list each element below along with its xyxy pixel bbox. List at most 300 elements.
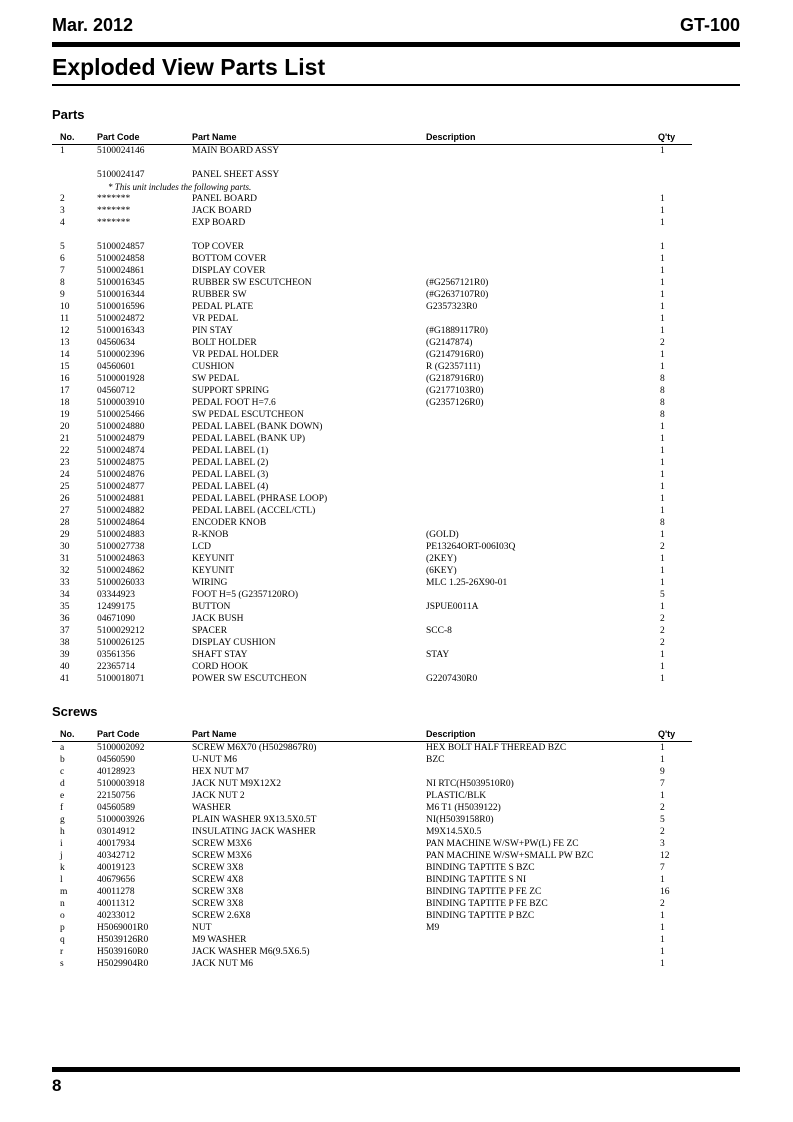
- cell-qty: 1: [660, 362, 665, 372]
- cell-part-name: SW PEDAL: [192, 374, 240, 384]
- cell-part-code: 5100024146: [97, 146, 145, 156]
- table-row: [52, 457, 692, 469]
- cell-qty: 1: [660, 218, 665, 228]
- table-row: [52, 493, 692, 505]
- table-row: [52, 934, 692, 946]
- parts-table: [52, 132, 692, 685]
- cell-part-name: JACK WASHER M6(9.5X6.5): [192, 947, 310, 957]
- table-row: [52, 766, 692, 778]
- cell-no: a: [60, 743, 65, 753]
- cell-no: 38: [60, 638, 70, 648]
- cell-description: (G2147874): [426, 338, 473, 348]
- cell-part-code: 5100025466: [97, 410, 145, 420]
- cell-part-code: *******: [97, 194, 131, 204]
- cell-no: 4: [60, 218, 65, 228]
- table-row: [52, 778, 692, 790]
- cell-part-name: VR PEDAL: [192, 314, 239, 324]
- header-rule: [52, 42, 740, 47]
- cell-part-name: PEDAL LABEL (2): [192, 458, 269, 468]
- cell-no: 33: [60, 578, 70, 588]
- cell-qty: 1: [660, 650, 665, 660]
- table-row: [52, 409, 692, 421]
- cell-qty: 1: [660, 302, 665, 312]
- cell-description: G2207430R0: [426, 674, 478, 684]
- col-no: No.: [60, 729, 75, 739]
- cell-description: (2KEY): [426, 554, 457, 564]
- cell-part-name: PLAIN WASHER 9X13.5X0.5T: [192, 815, 317, 825]
- cell-qty: 1: [660, 935, 665, 945]
- col-desc: Description: [426, 132, 476, 142]
- cell-qty: 1: [660, 959, 665, 969]
- cell-part-name: PEDAL LABEL (PHRASE LOOP): [192, 494, 328, 504]
- cell-no: f: [60, 803, 64, 813]
- cell-no: s: [60, 959, 64, 969]
- table-row: [52, 289, 692, 301]
- cell-part-code: 5100026125: [97, 638, 145, 648]
- cell-description: BZC: [426, 755, 445, 765]
- table-row: [52, 577, 692, 589]
- table-row: [52, 421, 692, 433]
- cell-no: 11: [60, 314, 70, 324]
- cell-part-code: 5100024880: [97, 422, 145, 432]
- cell-qty: 1: [660, 206, 665, 216]
- table-row: [52, 601, 692, 613]
- cell-qty: 1: [660, 350, 665, 360]
- cell-qty: 1: [660, 470, 665, 480]
- cell-qty: 1: [660, 578, 665, 588]
- cell-qty: 1: [660, 278, 665, 288]
- cell-no: o: [60, 911, 65, 921]
- cell-part-code: 5100018071: [97, 674, 145, 684]
- cell-no: l: [60, 875, 63, 885]
- cell-description: (#G2637107R0): [426, 290, 489, 300]
- cell-part-name: PEDAL LABEL (BANK UP): [192, 434, 306, 444]
- cell-description: NI(H5039158R0): [426, 815, 494, 825]
- parts-section-title: Parts: [52, 107, 85, 122]
- cell-no: 9: [60, 290, 65, 300]
- cell-description: PE13264ORT-006I03Q: [426, 542, 516, 552]
- cell-part-code: 5100027738: [97, 542, 145, 552]
- cell-part-name: M9 WASHER: [192, 935, 247, 945]
- cell-part-code: 5100003926: [97, 815, 145, 825]
- cell-part-code: 04560634: [97, 338, 135, 348]
- cell-no: 25: [60, 482, 70, 492]
- col-name: Part Name: [192, 132, 237, 142]
- cell-part-code: 40019123: [97, 863, 135, 873]
- cell-qty: 2: [660, 827, 665, 837]
- cell-qty: 1: [660, 434, 665, 444]
- table-row: [52, 301, 692, 313]
- cell-qty: 1: [660, 146, 665, 156]
- cell-no: 24: [60, 470, 70, 480]
- cell-no: 10: [60, 302, 70, 312]
- cell-part-code: 22150756: [97, 791, 135, 801]
- cell-no: 23: [60, 458, 70, 468]
- cell-part-name: PEDAL PLATE: [192, 302, 254, 312]
- table-row: [52, 850, 692, 862]
- cell-qty: 2: [660, 626, 665, 636]
- cell-qty: 1: [660, 422, 665, 432]
- cell-qty: 1: [660, 602, 665, 612]
- cell-description: (#G2567121R0): [426, 278, 489, 288]
- cell-part-name: TOP COVER: [192, 242, 244, 252]
- cell-part-code: *******: [97, 206, 131, 216]
- cell-part-name: SHAFT STAY: [192, 650, 248, 660]
- cell-description: PLASTIC/BLK: [426, 791, 487, 801]
- cell-qty: 7: [660, 779, 665, 789]
- cell-no: 28: [60, 518, 70, 528]
- cell-part-name: PEDAL LABEL (1): [192, 446, 269, 456]
- cell-qty: 1: [660, 290, 665, 300]
- cell-part-code: *******: [97, 218, 131, 228]
- cell-part-code: 5100024877: [97, 482, 145, 492]
- table-row: [52, 589, 692, 601]
- cell-part-code: 40011278: [97, 887, 135, 897]
- cell-qty: 2: [660, 899, 665, 909]
- cell-part-name: EXP BOARD: [192, 218, 246, 228]
- table-row: [52, 838, 692, 850]
- cell-part-name: CUSHION: [192, 362, 235, 372]
- cell-qty: 8: [660, 398, 665, 408]
- table-row: [52, 742, 692, 754]
- cell-part-name: SCREW M3X6: [192, 839, 252, 849]
- cell-part-code: 5100024875: [97, 458, 145, 468]
- cell-part-code: 5100026033: [97, 578, 145, 588]
- cell-qty: 1: [660, 530, 665, 540]
- cell-part-name: SCREW 4X8: [192, 875, 244, 885]
- table-row: [52, 433, 692, 445]
- cell-description: PAN MACHINE W/SW+PW(L) FE ZC: [426, 839, 579, 849]
- cell-part-code: 5100024147: [97, 170, 145, 180]
- cell-part-code: 5100029212: [97, 626, 145, 636]
- cell-no: 13: [60, 338, 70, 348]
- cell-part-name: VR PEDAL HOLDER: [192, 350, 279, 360]
- cell-no: c: [60, 767, 65, 777]
- cell-part-name: PANEL BOARD: [192, 194, 258, 204]
- cell-no: g: [60, 815, 65, 825]
- table-row: [52, 673, 692, 685]
- parts-table-header: [52, 132, 692, 144]
- cell-part-name: KEYUNIT: [192, 554, 235, 564]
- cell-part-code: H5069001R0: [97, 923, 149, 933]
- cell-no: 8: [60, 278, 65, 288]
- cell-part-name: PANEL SHEET ASSY: [192, 170, 280, 180]
- cell-qty: 2: [660, 803, 665, 813]
- cell-part-code: H5039160R0: [97, 947, 149, 957]
- cell-part-name: SUPPORT SPRING: [192, 386, 270, 396]
- table-row: [52, 361, 692, 373]
- cell-description: (GOLD): [426, 530, 459, 540]
- col-no: No.: [60, 132, 75, 142]
- table-row: [52, 505, 692, 517]
- cell-part-code: 5100024872: [97, 314, 145, 324]
- cell-part-code: 5100024864: [97, 518, 145, 528]
- cell-description: STAY: [426, 650, 450, 660]
- cell-part-name: MAIN BOARD ASSY: [192, 146, 280, 156]
- cell-description: BINDING TAPTITE P BZC: [426, 911, 535, 921]
- table-row: [52, 898, 692, 910]
- cell-part-name: POWER SW ESCUTCHEON: [192, 674, 307, 684]
- cell-part-name: R-KNOB: [192, 530, 229, 540]
- cell-description: PAN MACHINE W/SW+SMALL PW BZC: [426, 851, 594, 861]
- cell-qty: 2: [660, 638, 665, 648]
- cell-no: p: [60, 923, 65, 933]
- cell-part-name: FOOT H=5 (G2357120RO): [192, 590, 298, 600]
- cell-part-name: JACK NUT 2: [192, 791, 245, 801]
- cell-description: BINDING TAPTITE S NI: [426, 875, 527, 885]
- cell-qty: 8: [660, 518, 665, 528]
- cell-qty: 1: [660, 875, 665, 885]
- cell-part-code: 5100024857: [97, 242, 145, 252]
- cell-part-name: PEDAL LABEL (4): [192, 482, 269, 492]
- cell-part-code: 40233012: [97, 911, 135, 921]
- cell-part-code: 5100024861: [97, 266, 145, 276]
- header-model: GT-100: [679, 15, 740, 35]
- cell-part-code: 40679656: [97, 875, 135, 885]
- cell-description: R (G2357111): [426, 362, 481, 372]
- cell-part-code: 5100003910: [97, 398, 145, 408]
- cell-qty: 1: [660, 755, 665, 765]
- cell-part-name: U-NUT M6: [192, 755, 237, 765]
- cell-qty: 8: [660, 386, 665, 396]
- cell-qty: 1: [660, 266, 665, 276]
- cell-part-name: PEDAL LABEL (3): [192, 470, 269, 480]
- cell-no: q: [60, 935, 65, 945]
- cell-qty: 1: [660, 743, 665, 753]
- table-row: [52, 958, 692, 970]
- cell-no: h: [60, 827, 65, 837]
- table-row: [52, 193, 692, 205]
- col-code: Part Code: [97, 729, 140, 739]
- cell-part-code: 5100024883: [97, 530, 145, 540]
- cell-qty: 5: [660, 590, 665, 600]
- cell-part-name: PIN STAY: [192, 326, 233, 336]
- cell-qty: 5: [660, 815, 665, 825]
- cell-part-code: H5039126R0: [97, 935, 149, 945]
- cell-description: MLC 1.25-26X90-01: [426, 578, 508, 588]
- cell-description: NI RTC(H5039510R0): [426, 779, 514, 789]
- cell-no: b: [60, 755, 65, 765]
- screws-table-header: [52, 729, 692, 741]
- cell-part-code: 5100024858: [97, 254, 145, 264]
- cell-no: 3: [60, 206, 65, 216]
- cell-part-code: 04560601: [97, 362, 135, 372]
- table-row: [52, 265, 692, 277]
- cell-part-name: SCREW 2.6X8: [192, 911, 251, 921]
- table-row: [52, 613, 692, 625]
- cell-qty: 1: [660, 911, 665, 921]
- table-row: [52, 553, 692, 565]
- cell-part-name: SCREW M6X70 (H5029867R0): [192, 743, 317, 753]
- cell-part-name: NUT: [192, 923, 212, 933]
- table-row: [52, 385, 692, 397]
- cell-part-code: 5100024879: [97, 434, 145, 444]
- note-text: * This unit includes the following parts.: [108, 182, 252, 192]
- cell-no: 21: [60, 434, 70, 444]
- cell-no: 32: [60, 566, 70, 576]
- table-row: [52, 541, 692, 553]
- cell-no: 29: [60, 530, 70, 540]
- cell-no: 36: [60, 614, 70, 624]
- table-row: [52, 277, 692, 289]
- cell-part-code: 5100002092: [97, 743, 145, 753]
- page-number: 8: [52, 1076, 62, 1095]
- cell-qty: 7: [660, 863, 665, 873]
- cell-no: 7: [60, 266, 65, 276]
- cell-no: 12: [60, 326, 70, 336]
- cell-part-name: PEDAL LABEL (ACCEL/CTL): [192, 506, 316, 516]
- cell-part-name: LCD: [192, 542, 211, 552]
- cell-part-name: SW PEDAL ESCUTCHEON: [192, 410, 304, 420]
- cell-no: 37: [60, 626, 70, 636]
- cell-qty: 1: [660, 947, 665, 957]
- cell-qty: 12: [660, 851, 670, 861]
- screws-table: [52, 729, 692, 970]
- cell-qty: 16: [660, 887, 670, 897]
- cell-part-name: JACK NUT M9X12X2: [192, 779, 282, 789]
- cell-part-name: BOTTOM COVER: [192, 254, 267, 264]
- table-row: [52, 469, 692, 481]
- cell-part-name: WIRING: [192, 578, 228, 588]
- cell-part-code: 5100024863: [97, 554, 145, 564]
- cell-no: 18: [60, 398, 70, 408]
- table-row: [52, 217, 692, 229]
- table-row: [52, 337, 692, 349]
- blank-row: [52, 157, 692, 169]
- cell-no: n: [60, 899, 65, 909]
- table-row: [52, 373, 692, 385]
- cell-part-name: HEX NUT M7: [192, 767, 249, 777]
- cell-description: M6 T1 (H5039122): [426, 803, 501, 813]
- cell-no: 41: [60, 674, 70, 684]
- header-date: Mar. 2012: [52, 15, 134, 35]
- cell-part-code: 40128923: [97, 767, 135, 777]
- cell-qty: 1: [660, 458, 665, 468]
- cell-part-code: 5100024874: [97, 446, 145, 456]
- table-row: [52, 625, 692, 637]
- cell-qty: 1: [660, 662, 665, 672]
- cell-part-code: 40017934: [97, 839, 135, 849]
- table-row: [52, 637, 692, 649]
- table-row: [52, 325, 692, 337]
- table-row: [52, 649, 692, 661]
- cell-no: 22: [60, 446, 70, 456]
- cell-description: G2357323R0: [426, 302, 478, 312]
- cell-qty: 1: [660, 326, 665, 336]
- cell-part-name: SCREW 3X8: [192, 899, 244, 909]
- cell-no: 34: [60, 590, 70, 600]
- col-code: Part Code: [97, 132, 140, 142]
- cell-description: (G2357126R0): [426, 398, 484, 408]
- title-rule: [52, 84, 740, 86]
- cell-part-code: 03344923: [97, 590, 135, 600]
- cell-part-name: SCREW 3X8: [192, 863, 244, 873]
- cell-description: HEX BOLT HALF THEREAD BZC: [426, 743, 567, 753]
- table-row: [52, 565, 692, 577]
- cell-description: (6KEY): [426, 566, 457, 576]
- cell-no: r: [60, 947, 64, 957]
- cell-part-name: DISPLAY CUSHION: [192, 638, 276, 648]
- cell-no: m: [60, 887, 68, 897]
- cell-description: (#G1889117R0): [426, 326, 488, 336]
- cell-qty: 1: [660, 494, 665, 504]
- cell-qty: 2: [660, 542, 665, 552]
- table-row: [52, 169, 692, 181]
- cell-part-name: RUBBER SW: [192, 290, 247, 300]
- table-row: [52, 862, 692, 874]
- table-row: [52, 313, 692, 325]
- cell-qty: 1: [660, 554, 665, 564]
- cell-part-code: 40011312: [97, 899, 135, 909]
- cell-qty: 1: [660, 446, 665, 456]
- cell-qty: 1: [660, 506, 665, 516]
- cell-qty: 1: [660, 314, 665, 324]
- cell-no: 5: [60, 242, 65, 252]
- table-row: [52, 253, 692, 265]
- cell-part-name: JACK NUT M6: [192, 959, 254, 969]
- cell-description: JSPUE0011A: [426, 602, 479, 612]
- cell-part-code: 22365714: [97, 662, 135, 672]
- cell-part-code: 04560712: [97, 386, 135, 396]
- cell-description: SCC-8: [426, 626, 452, 636]
- cell-description: (G2177103R0): [426, 386, 484, 396]
- cell-part-name: ENCODER KNOB: [192, 518, 267, 528]
- parts-table-body: [52, 145, 692, 685]
- cell-part-name: WASHER: [192, 803, 232, 813]
- cell-part-code: 5100016343: [97, 326, 145, 336]
- table-row: [52, 886, 692, 898]
- cell-part-code: 5100001928: [97, 374, 145, 384]
- table-note: [52, 181, 692, 193]
- cell-part-code: 03014912: [97, 827, 135, 837]
- cell-part-code: 5100016344: [97, 290, 145, 300]
- table-row: [52, 922, 692, 934]
- cell-part-name: SPACER: [192, 626, 228, 636]
- cell-description: M9: [426, 923, 440, 933]
- table-row: [52, 349, 692, 361]
- cell-part-code: 5100016345: [97, 278, 145, 288]
- cell-no: i: [60, 839, 63, 849]
- cell-no: k: [60, 863, 65, 873]
- table-row: [52, 790, 692, 802]
- cell-part-code: 03561356: [97, 650, 135, 660]
- cell-part-code: 5100002396: [97, 350, 145, 360]
- cell-part-name: SCREW 3X8: [192, 887, 244, 897]
- cell-part-code: 12499175: [97, 602, 135, 612]
- cell-qty: 1: [660, 194, 665, 204]
- table-row: [52, 802, 692, 814]
- cell-no: 40: [60, 662, 70, 672]
- cell-no: e: [60, 791, 65, 801]
- cell-part-code: 5100024881: [97, 494, 145, 504]
- cell-part-name: BOLT HOLDER: [192, 338, 257, 348]
- cell-no: 39: [60, 650, 70, 660]
- cell-part-code: H5029904R0: [97, 959, 149, 969]
- cell-no: 19: [60, 410, 70, 420]
- cell-part-code: 04560590: [97, 755, 135, 765]
- cell-description: BINDING TAPTITE P FE ZC: [426, 887, 542, 897]
- cell-part-name: PEDAL FOOT H=7.6: [192, 398, 276, 408]
- cell-part-code: 5100024882: [97, 506, 145, 516]
- cell-qty: 1: [660, 242, 665, 252]
- cell-qty: 1: [660, 923, 665, 933]
- cell-qty: 1: [660, 566, 665, 576]
- table-row: [52, 517, 692, 529]
- cell-part-code: 5100024862: [97, 566, 145, 576]
- footer-rule: [52, 1067, 740, 1072]
- screws-table-body: [52, 742, 692, 970]
- cell-part-name: INSULATING JACK WASHER: [192, 827, 316, 837]
